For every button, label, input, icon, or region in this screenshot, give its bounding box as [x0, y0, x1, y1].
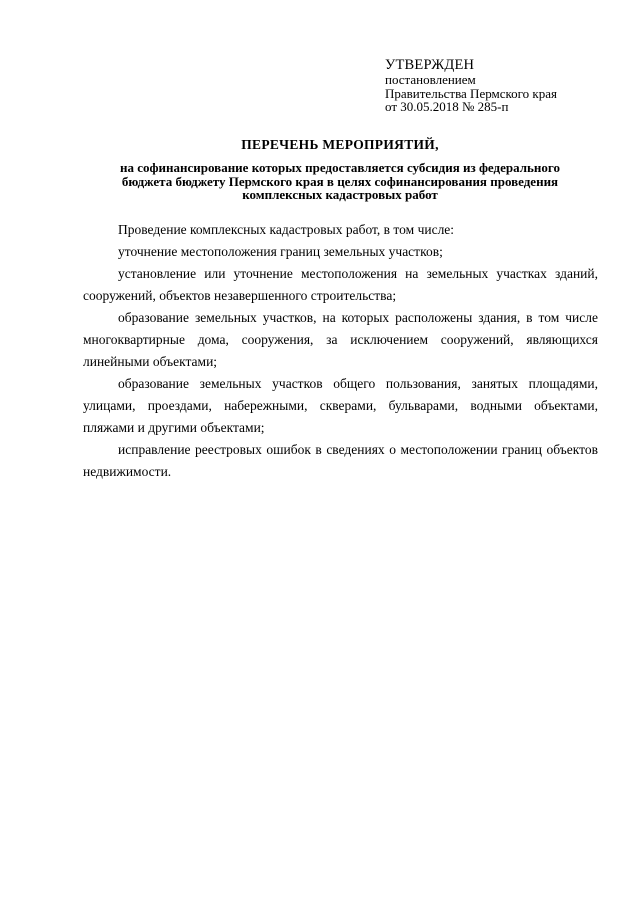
- approval-stamp: [385, 58, 625, 114]
- approval-title: УТВЕРЖДЕН: [385, 57, 475, 73]
- subtitle-line: комплексных кадастровых работ: [242, 187, 438, 202]
- document-body: [83, 219, 598, 483]
- subtitle-line: бюджета бюджету Пермского края в целях софинансирования проведения: [121, 173, 559, 189]
- approval-line-date-number: от 30.05.2018 № 285-п: [385, 99, 509, 114]
- paragraph-item: образование земельных участков общего пользования, занятых площадями, улицами, проездами, набережными, скверами, бульварами, водными объектами, пляжами и другими объектами;: [83, 376, 598, 435]
- paragraph-intro: Проведение комплексных кадастровых работ, в том числе:: [118, 222, 455, 237]
- approval-line-government: Правительства Пермского края: [385, 85, 557, 101]
- paragraph-item: установление или уточнение местоположения на земельных участках зданий, сооружений, объектов незавершенного строительства;: [83, 266, 598, 303]
- document-title: ПЕРЕЧЕНЬ МЕРОПРИЯТИЙ,: [241, 137, 439, 152]
- document-heading: [40, 137, 640, 202]
- paragraph-item: уточнение местоположения границ земельных участков;: [118, 244, 443, 259]
- approval-line-resolution: постановлением: [385, 72, 476, 87]
- paragraph-item: образование земельных участков, на которых расположены здания, в том числе многоквартирные дома, сооружения, за исключением сооружений, являющихся линейными объектами;: [83, 310, 598, 369]
- paragraph-item: исправление реестровых ошибок в сведениях о местоположении границ объектов недвижимости.: [83, 442, 598, 479]
- document-subtitle: [40, 161, 640, 202]
- subtitle-line: на софинансирование которых предоставляется субсидия из федерального: [120, 160, 560, 175]
